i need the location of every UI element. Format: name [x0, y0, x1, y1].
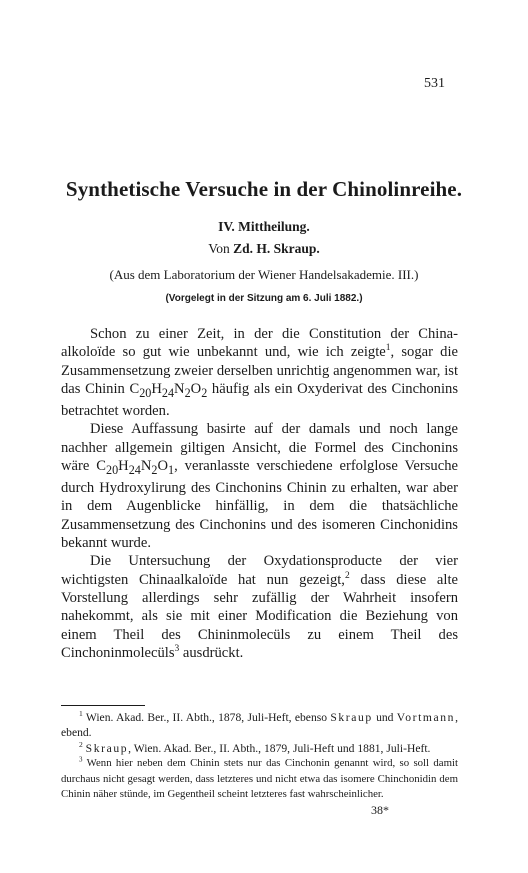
formula-subscript: 2 — [184, 385, 191, 400]
footnote-number: 1 — [79, 709, 83, 719]
footnote-1-text-b: und — [372, 711, 397, 724]
paragraph-2 — [61, 420, 458, 552]
p3-text-a: Die Untersuchung der Oxydationsproducte der vier wichtigsten Chinaalkaloïde hat nun gezeigt, — [61, 553, 458, 588]
footnote-1-text-c: , ebend. — [61, 711, 458, 740]
footnote-2-author: Skraup — [85, 741, 129, 755]
footnote-3-text: Wenn hier neben dem Chinin stets nur das Cinchonin genannt wird, so soll damit durchaus nicht gesagt werden, dass letzteres und nicht etwa das isomere Chinchonidin dem Chinin näher stünde, im Gegentheil scheint letzteres fast wahrscheinlicher. — [61, 757, 458, 801]
byline — [0, 241, 528, 257]
footnote-number: 3 — [79, 755, 83, 764]
formula-subscript: 2 — [151, 462, 158, 477]
footnote-1-author-2: Vortmann — [396, 711, 456, 724]
signature-mark: 38* — [371, 803, 389, 817]
page-number: 531 — [424, 76, 445, 91]
article-subtitle: IV. Mittheilung. — [218, 219, 310, 234]
footnote-1-text-a: Wien. Akad. Ber., II. Abth., 1878, Juli-Heft, ebenso — [85, 711, 331, 724]
formula-element: N — [174, 380, 185, 397]
p2-text-a: Diese Auffassung basirte auf der damals und noch lange nachher allgemein giltigen Ansicht, die Formel des Cinchonins wäre C — [61, 421, 458, 474]
formula-subscript: 24 — [161, 385, 175, 400]
formula-element: H — [151, 380, 162, 397]
footnote-ref-3: 3 — [174, 644, 180, 654]
p2-text-b: , veranlasste verschiedene erfolglose Versuche durch Hydroxylirung des Cinchonins Chinin zu erhalten, war aber in dem Augenblicke hinfällig, in dem die thatsächliche Zusammensetzung des Cinchonins und des isomeren Cinchonidins bekannt wurde. — [61, 457, 458, 552]
affiliation: (Aus dem Laboratorium der Wiener Handelsakademie. III.) — [109, 267, 419, 282]
p3-text-b: dass diese alte Vorstellung allerdings sehr zufällig der Wahrheit insofern nahekommt, als sie mit einer Modification die Beziehung von einem Theil des Chininmolecüls zu einem Theil des Cinchoninmolecüls — [61, 571, 458, 661]
footnote-1 — [61, 710, 458, 741]
paragraph-1 — [61, 325, 458, 420]
formula-element: O — [157, 457, 169, 474]
formula-element: H — [118, 457, 129, 474]
p3-text-c: ausdrückt. — [179, 644, 244, 661]
author-name: Zd. H. Skraup. — [233, 241, 320, 256]
footnote-ref-1: 1 — [385, 343, 391, 354]
formula-subscript: 1 — [168, 462, 175, 477]
footnote-ref-2: 2 — [344, 570, 350, 581]
article-title: Synthetische Versuche in der Chinolinreihe. — [65, 177, 463, 201]
paragraph-3 — [61, 552, 458, 662]
p1-text-b: , sogar die Zusammensetzung zweier derselben unrichtig angenommen war, ist das Chinin C — [61, 344, 458, 397]
formula-subscript: 2 — [201, 385, 208, 400]
presented-note: (Vorgelegt in der Sitzung am 6. Juli 1882.) — [165, 293, 363, 304]
footnote-1-author-1: Skraup — [330, 711, 373, 724]
formula-element: O — [190, 380, 202, 397]
p1-text-a: Schon zu einer Zeit, in der die Constitution der China-alkoloïde so gut wie unbekannt und, wie ich zeigte — [61, 326, 458, 361]
footnote-2 — [61, 741, 458, 756]
footnote-rule — [61, 705, 145, 706]
footnote-2-text: , Wien. Akad. Ber., II. Abth., 1879, Juli-Heft und 1881, Juli-Heft. — [128, 741, 431, 755]
formula-subscript: 20 — [139, 385, 152, 400]
footnote-3 — [61, 756, 458, 802]
byline-prefix: Von — [208, 241, 230, 256]
footnote-number: 2 — [79, 739, 83, 749]
formula-subscript: 20 — [106, 462, 119, 477]
p1-text-c: häufig als ein Oxyderivat des Cinchonins betrachtet worden. — [61, 380, 458, 420]
body-text — [61, 325, 458, 662]
footnotes — [61, 710, 458, 802]
formula-element: N — [140, 457, 152, 474]
formula-subscript: 24 — [128, 462, 141, 477]
